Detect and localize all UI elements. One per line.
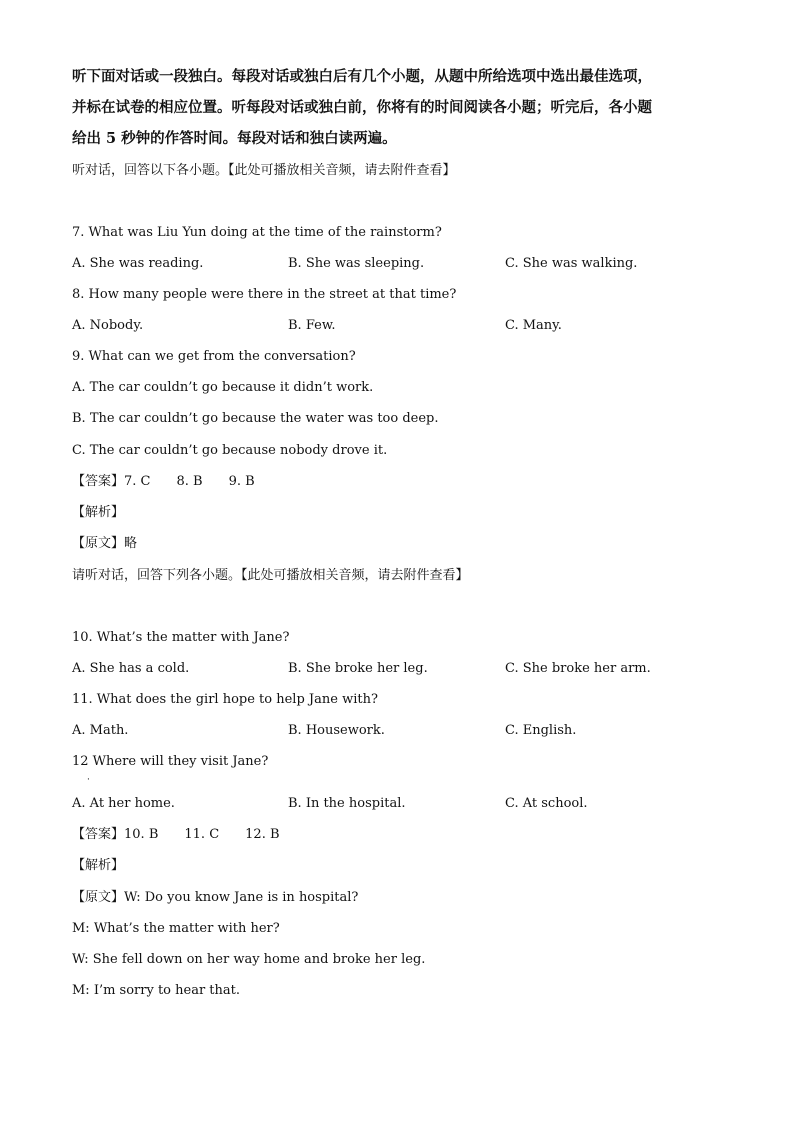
q12-option-b: B. In the hospital. <box>288 796 406 811</box>
q12-option-a: A. At her home. <box>72 796 175 811</box>
q10-option-a: A. She has a cold. <box>72 661 190 676</box>
q8-option-b: B. Few. <box>288 318 336 333</box>
original-row-1 <box>72 536 137 552</box>
q9-option-a: A. The car couldn’t go because it didn’t work. <box>72 380 374 395</box>
instructions-line-1: 听下面对话或一段独白。每段对话或独白后有几个小题，从题中所给选项中选出最佳选项， <box>72 68 652 85</box>
question-7: 7. What was Liu Yun doing at the time of the rainstorm? <box>72 225 442 240</box>
question-9: 9. What can we get from the conversation? <box>72 349 356 364</box>
question-12: 12 Where will they visit Jane? <box>72 754 269 769</box>
q10-option-c: C. She broke her arm. <box>505 661 651 676</box>
original-text: 略 <box>124 536 138 551</box>
answer-10: 10. B <box>124 827 159 842</box>
q7-option-a: A. She was reading. <box>72 256 204 271</box>
original-row-2 <box>72 890 358 906</box>
answer-row-2 <box>72 827 280 843</box>
analysis-label-2: 【解析】 <box>72 858 125 873</box>
instructions-line-2: 并标在试卷的相应位置。听每段对话或独白前，你将有的时间阅读各小题；听完后，各小题 <box>72 99 652 116</box>
answer-label: 【答案】 <box>72 474 125 489</box>
original-label: 【原文】 <box>72 536 125 551</box>
instructions-line-3: 给出 5 秒钟的作答时间。每段对话和独白读两遍。 <box>72 130 397 147</box>
q7-option-b: B. She was sleeping. <box>288 256 425 271</box>
answer-12: 12. B <box>245 827 280 842</box>
answer-8: 8. B <box>176 474 203 489</box>
analysis-label-1: 【解析】 <box>72 505 125 520</box>
q9-option-c: C. The car couldn’t go because nobody drove it. <box>72 443 388 458</box>
answer-label: 【答案】 <box>72 827 125 842</box>
q7-option-c: C. She was walking. <box>505 256 638 271</box>
q10-option-b: B. She broke her leg. <box>288 661 428 676</box>
question-11: 11. What does the girl hope to help Jane with? <box>72 692 378 707</box>
answer-11: 11. C <box>184 827 220 842</box>
stray-dot: · <box>87 775 90 785</box>
dialogue-line-2: M: What’s the matter with her? <box>72 921 280 936</box>
dialogue-line-4: M: I’m sorry to hear that. <box>72 983 241 998</box>
q8-option-a: A. Nobody. <box>72 318 144 333</box>
original-label: 【原文】 <box>72 890 125 905</box>
q11-option-b: B. Housework. <box>288 723 385 738</box>
q11-option-a: A. Math. <box>72 723 129 738</box>
dialogue-line-3: W: She fell down on her way home and broke her leg. <box>72 952 426 967</box>
answer-row-1 <box>72 474 255 490</box>
question-10: 10. What’s the matter with Jane? <box>72 630 290 645</box>
section1-intro: 听对话，回答以下各小题。【此处可播放相关音频，请去附件查看】 <box>72 163 456 178</box>
dialogue-line-1: W: Do you know Jane is in hospital? <box>124 890 359 905</box>
question-8: 8. How many people were there in the street at that time? <box>72 287 457 302</box>
section2-intro: 请听对话，回答下列各小题。【此处可播放相关音频，请去附件查看】 <box>72 568 469 583</box>
q8-option-c: C. Many. <box>505 318 562 333</box>
answer-9: 9. B <box>228 474 255 489</box>
q9-option-b: B. The car couldn’t go because the water was too deep. <box>72 411 439 426</box>
answer-7: 7. C <box>124 474 151 489</box>
q12-option-c: C. At school. <box>505 796 588 811</box>
q11-option-c: C. English. <box>505 723 577 738</box>
